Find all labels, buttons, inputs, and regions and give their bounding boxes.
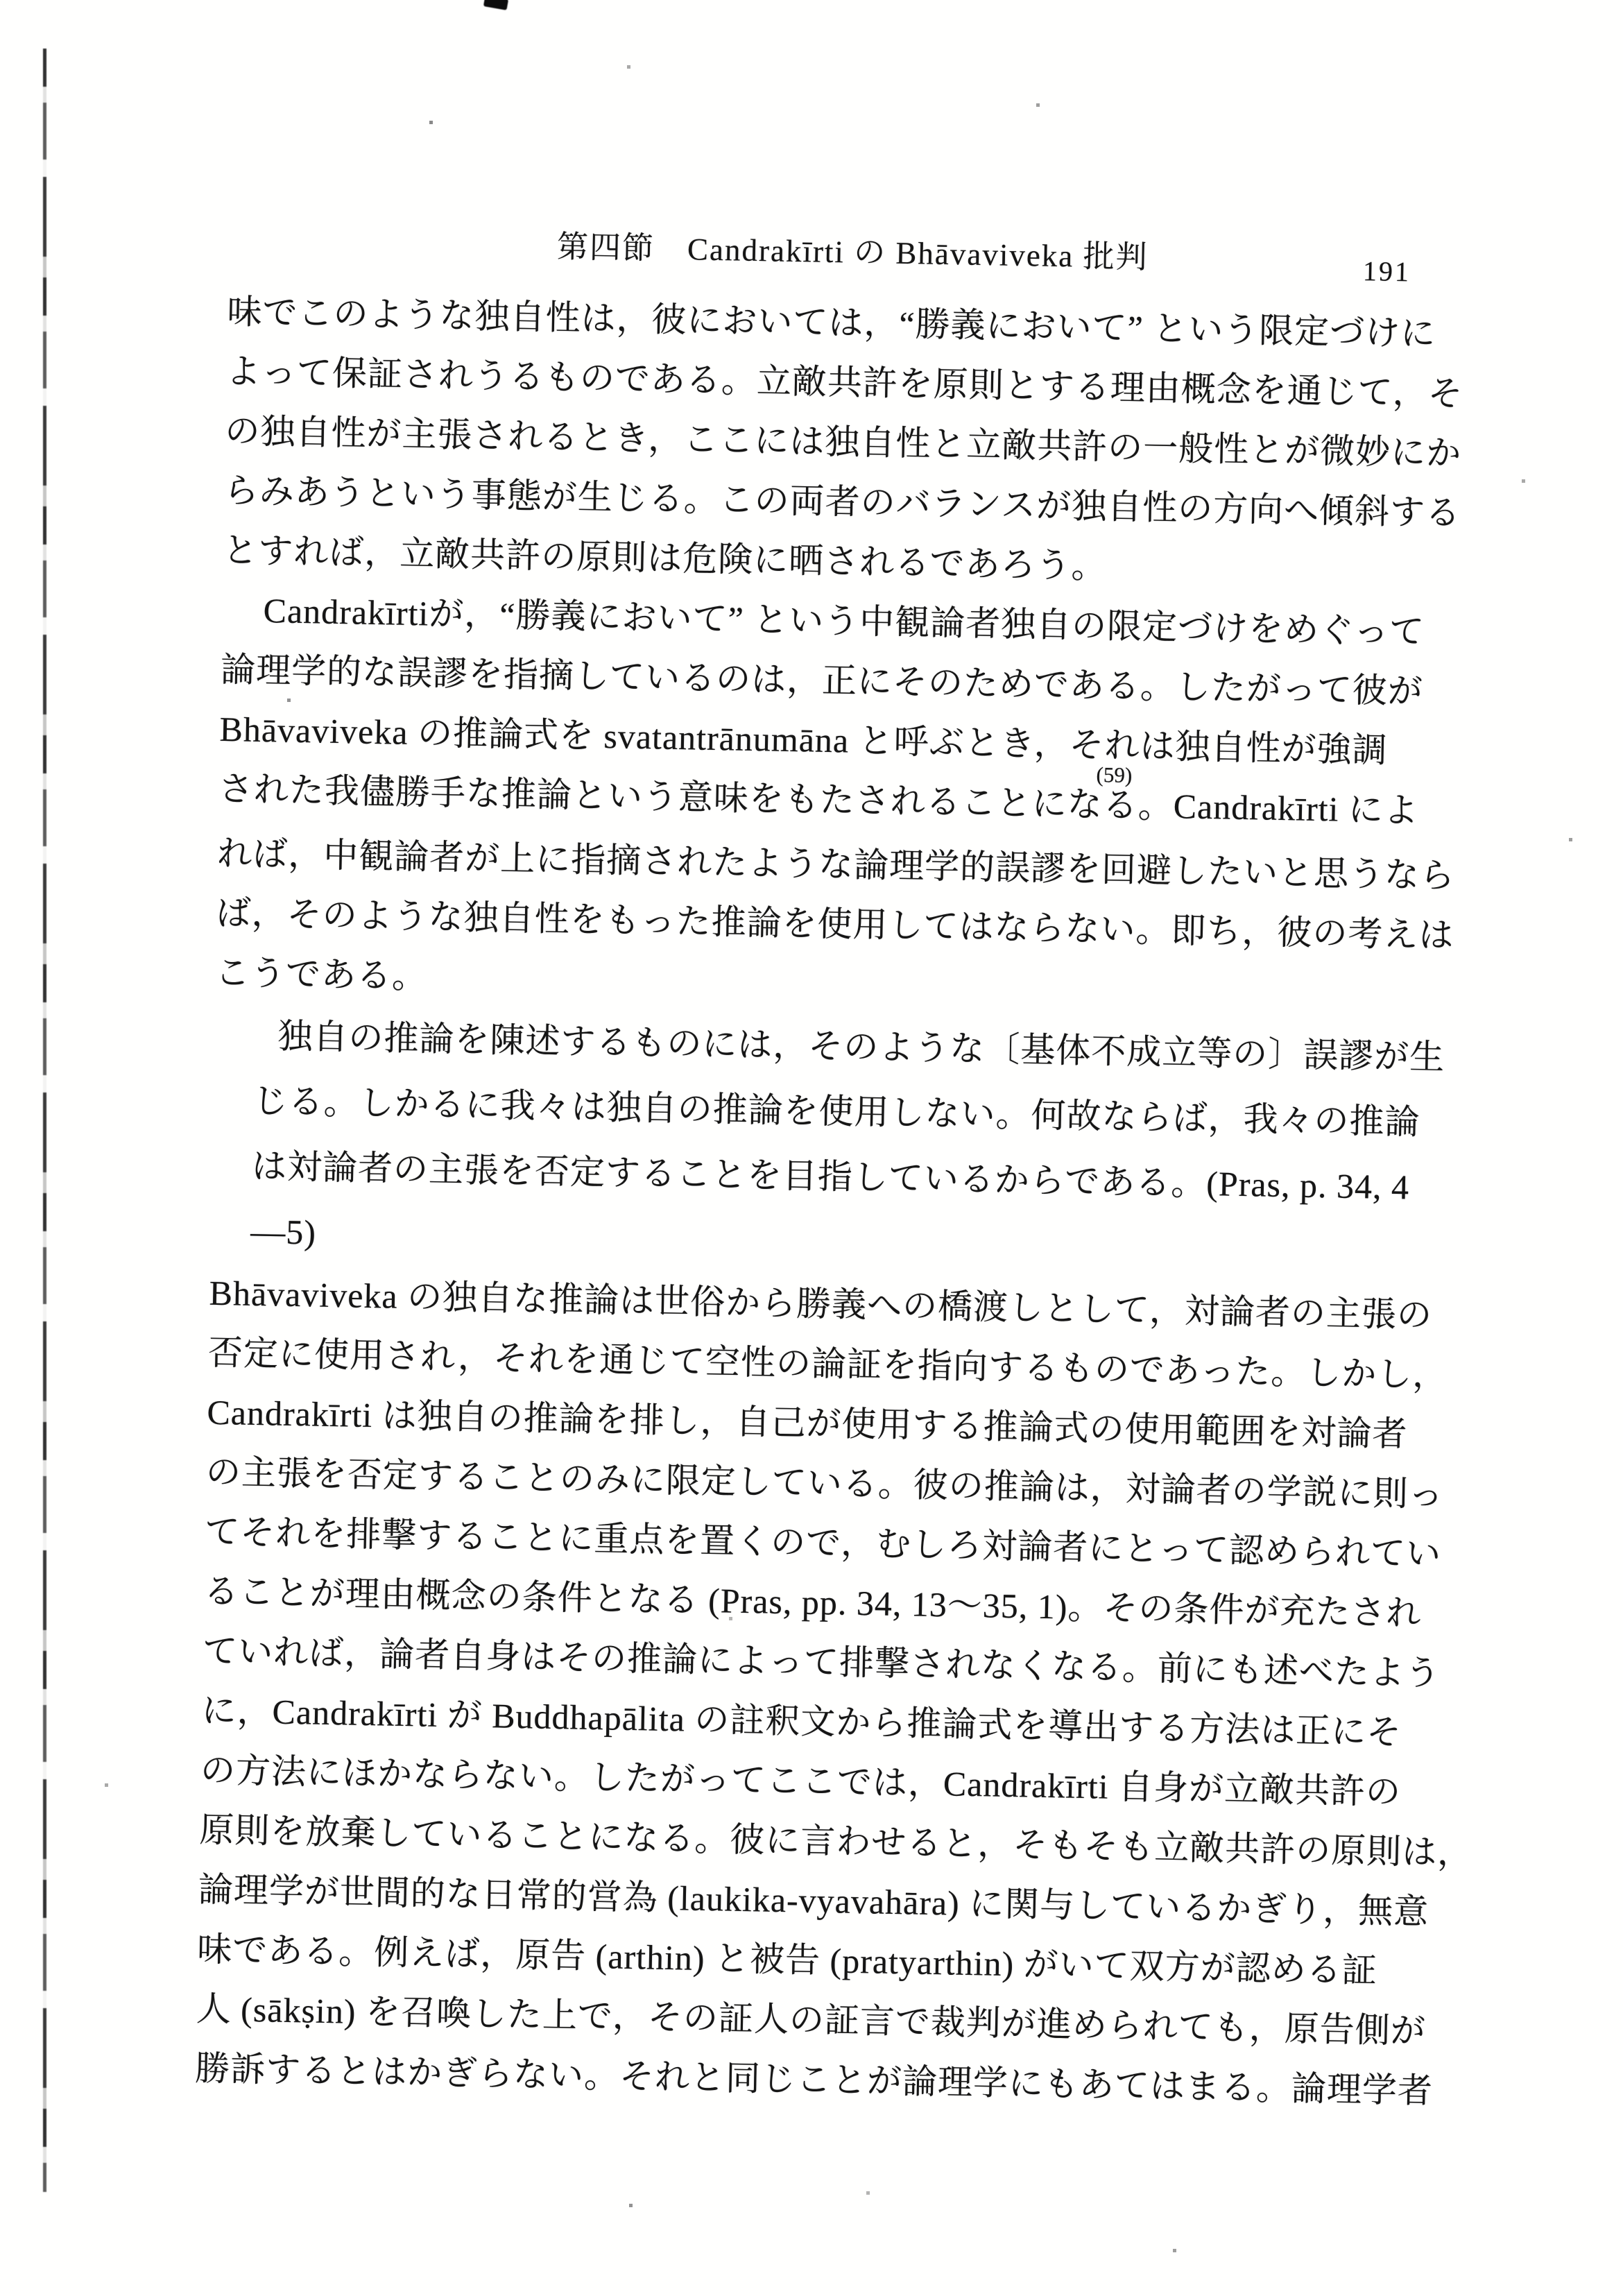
text-line: 否定に使用され，それを通じて空性の論証を指向するものであった。しかし， (207, 1333, 1448, 1395)
text-line: Candrakīrti は独自の推論を排し，自己が使用する推論式の使用範囲を対論者 (207, 1392, 1408, 1454)
page-number: 191 (1362, 255, 1411, 288)
binding-edge-artifact (43, 49, 46, 2192)
text-line: の方法にほかならない。したがってここでは，Candrakīrti 自身が立敵共許の (200, 1750, 1402, 1812)
body-text (194, 282, 1476, 2121)
text-line: の独自性が主張されるとき，ここには独自性と立敵共許の一般性とが微妙にか (224, 411, 1462, 473)
scan-dust (0, 0, 2, 2)
text-line: 味でこのような独自性は，彼においては，“勝義において” という限定づけに (227, 291, 1436, 353)
quote-line: 独自の推論を陳述するものには，そのような〔基体不成立等の〕誤謬が生 (277, 1016, 1445, 1077)
text-line: Candrakīrtiが，“勝義において” という中観論者独自の限定づけをめぐって (263, 591, 1425, 651)
footnote-reference-59: (59) (1096, 762, 1133, 787)
quote-line: じる。しかるに我々は独自の推論を使用しない。何故ならば，我々の推論 (252, 1081, 1420, 1142)
text-line: こうである。 (214, 952, 428, 996)
text-line: とすれば，立敵共許の原則は危険に晒されるであろう。 (222, 530, 1108, 586)
text-line: ば，そのような独自性をもった推論を使用してはならない。即ち，彼の考えは (216, 893, 1454, 955)
quote-line: は対論者の主張を否定することを目指しているからである。(Pras, p. 34, 4 (251, 1146, 1410, 1207)
text-line: らみあうという事態が生じる。この両者のバランスが独自性の方向へ傾斜する (223, 470, 1461, 533)
scan-speck (483, 0, 508, 10)
text-line: ていれば，論者自身はその推論によって排撃されなくなる。前にも述べたよう (202, 1631, 1441, 1693)
text-line: ることが理由概念の条件となる (Pras, pp. 34, 13〜35, 1)。その条件が充たされ (203, 1571, 1422, 1633)
text-line: 論理学が世間的な日常的営為 (laukika-vyavahāra) に関与しているかぎり，無意 (198, 1869, 1429, 1932)
section-heading: 第四節 Candrakīrti の Bhāvaviveka 批判 (556, 229, 1149, 275)
text-line: 勝訴するとはかぎらない。それと同じことが論理学にもあてはまる。論理学者 (194, 2048, 1434, 2111)
running-header (228, 221, 1477, 286)
text-line: 論理学的な誤謬を指摘しているのは，正にそのためである。したがって彼が (220, 649, 1424, 711)
text-line: れば，中観論者が上に指摘されたような論理学的誤謬を回避したいと思うなら (216, 833, 1456, 896)
text-line: Bhāvaviveka の推論式を svatantrānumāna と呼ぶとき，それは独自性が強調 (219, 709, 1389, 770)
text-line: 味である。例えば，原告 (arthin) と被告 (pratyarthin) がいて双方が認める証 (196, 1929, 1378, 1990)
quote-line: —5) (250, 1211, 317, 1252)
text-line: 原則を放棄していることになる。彼に言わせると，そもそも立敵共許の原則は， (198, 1810, 1473, 1873)
text-segment: る。Candrakīrti によ (1102, 785, 1420, 830)
text-line: てそれを排撃することに重点を置くので，むしろ対論者にとって認められてい (204, 1511, 1442, 1574)
text-line: に，Candrakīrti が Buddhapālita の註釈文から推論式を導出する方法は正にそ (201, 1690, 1402, 1752)
text-line: Bhāvaviveka の独自な推論は世俗から勝義への橋渡しとして，対論者の主張の (209, 1273, 1433, 1335)
text-line: よって保証されうるものである。立敵共許を原則とする理由概念を通じて，そ (225, 351, 1464, 413)
text-line: の主張を否定することのみに限定している。彼の推論は，対論者の学説に則っ (205, 1452, 1445, 1514)
text-line: 人 (sākṣin) を召喚した上で，その証人の証言で裁判が進められても，原告側が (196, 1989, 1427, 2051)
page-content (194, 221, 1477, 2121)
text-segment: された我儘勝手な推論という意味をもたされることにな (218, 769, 1104, 825)
